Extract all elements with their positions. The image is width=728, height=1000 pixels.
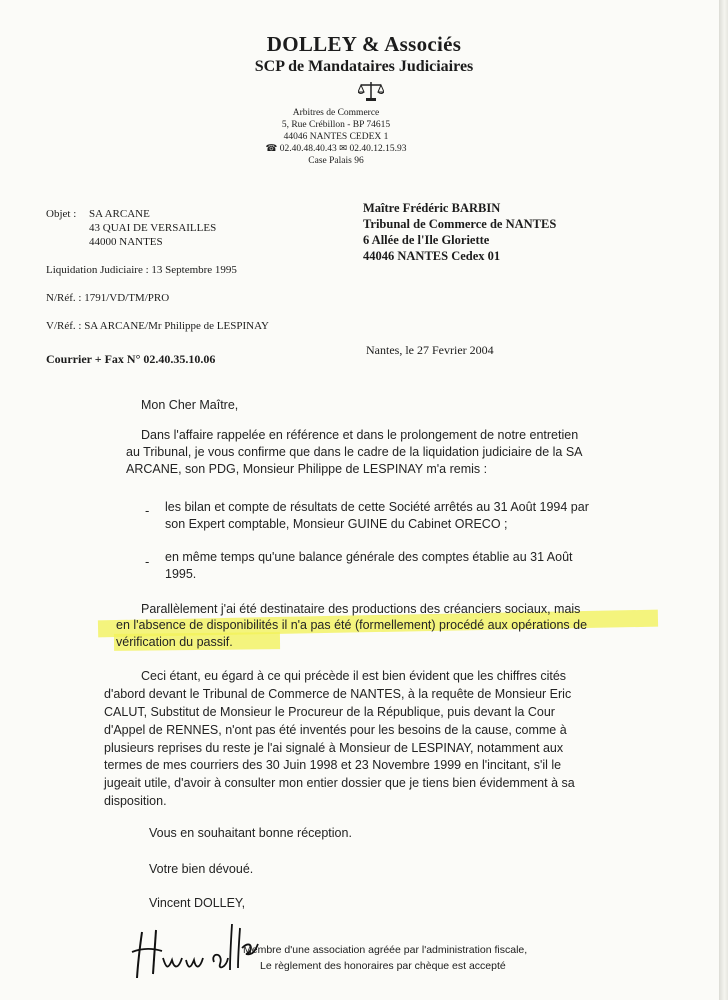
firm-case-palais: Case Palais 96 [308, 156, 364, 166]
objet-street: 43 QUAI DE VERSAILLES [89, 222, 217, 234]
firm-name: DOLLEY & Associés [266, 32, 462, 56]
bullet-2-line-2: 1995. [165, 567, 197, 581]
paragraph-1-line-3: ARCANE, son PDG, Monsieur Philippe de LESPINAY m'a remis : [126, 462, 488, 476]
scales-of-justice-icon [358, 80, 384, 102]
recipient-name: Maître Frédéric BARBIN [363, 201, 501, 215]
paragraph-1-line-2: au Tribunal, je vous confirme que dans le cadre de la liquidation judiciaire de la SA [126, 445, 583, 459]
page-edge [719, 0, 728, 1000]
footer-association-note: Membre d'une association agréée par l'administration fiscale, [243, 944, 528, 956]
paragraph-3-line-4: d'Appel de RENNES, n'ont pas été inventés pour les besoins de la cause, comme à [104, 723, 567, 737]
recipient-street: 6 Allée de l'Ile Gloriette [363, 233, 490, 247]
signatory-name: Vincent DOLLEY, [149, 896, 246, 910]
firm-subtitle: SCP de Mandataires Judiciaires [254, 58, 474, 75]
firm-city: 44046 NANTES CEDEX 1 [283, 132, 389, 142]
paragraph-3-line-3: CALUT, Substitut de Monsieur le Procureur de la République, puis devant la Cour [104, 705, 555, 719]
paragraph-2-line-1: Parallèlement j'ai été destinataire des productions des créanciers sociaux, mais [141, 602, 581, 616]
bullet-2-marker: - [145, 554, 150, 569]
bullet-1-marker: - [145, 503, 150, 518]
paragraph-3-line-2: d'abord devant le Tribunal de Commerce de NANTES, à la requête de Monsieur Eric [104, 687, 572, 701]
paragraph-3-line-1: Ceci étant, eu égard à ce qui précède il est bien évident que les chiffres cités [141, 669, 567, 683]
our-reference: N/Réf. : 1791/VD/TM/PRO [46, 292, 170, 304]
paragraph-1-line-1: Dans l'affaire rappelée en référence et dans le prolongement de notre entretien [141, 428, 579, 442]
bullet-2-line-1: en même temps qu'une balance générale des comptes établie au 31 Août [165, 550, 573, 564]
paragraph-2-line-3: vérification du passif. [116, 635, 233, 649]
objet-company: SA ARCANE [89, 208, 150, 220]
liquidation-date: Liquidation Judiciaire : 13 Septembre 1995 [46, 264, 237, 276]
bullet-1-line-1: les bilan et compte de résultats de cette Société arrêtés au 31 Août 1994 par [165, 500, 589, 514]
date-line: Nantes, le 27 Fevrier 2004 [366, 343, 494, 357]
closing-line-1: Vous en souhaitant bonne réception. [149, 826, 352, 840]
recipient-court: Tribunal de Commerce de NANTES [363, 217, 557, 231]
courrier-fax-number: Courrier + Fax N° 02.40.35.10.06 [46, 352, 216, 366]
salutation: Mon Cher Maître, [141, 398, 239, 412]
footer-payment-note: Le règlement des honoraires par chèque est accepté [260, 960, 506, 972]
firm-street: 5, Rue Crébillon - BP 74615 [281, 120, 391, 130]
objet-city: 44000 NANTES [89, 236, 163, 248]
paragraph-3-line-7: jugeait utile, d'avoir à consulter mon entier dossier que je tiens bien évidemment à sa [104, 776, 575, 790]
your-reference: V/Réf. : SA ARCANE/Mr Philippe de LESPINAY [46, 320, 269, 332]
paragraph-2-line-2: en l'absence de disponibilités il n'a pas été (formellement) procédé aux opérations de [116, 618, 588, 632]
bullet-1-line-2: son Expert comptable, Monsieur GUINE du Cabinet ORECO ; [165, 517, 508, 531]
closing-line-2: Votre bien dévoué. [149, 862, 254, 876]
paragraph-3-line-8: disposition. [104, 794, 167, 808]
firm-phone-fax: ☎ 02.40.48.40.43 ✉ 02.40.12.15.93 [265, 144, 407, 154]
recipient-city: 44046 NANTES Cedex 01 [363, 249, 501, 263]
paragraph-3-line-6: termes de mes courriers des 30 Juin 1998 et 23 Novembre 1999 en l'incitant, s'il le [104, 758, 562, 772]
paragraph-3-line-5: plusieurs reprises du reste je l'ai signalé à Monsieur de LESPINAY, notamment aux [104, 741, 564, 755]
firm-role: Arbitres de Commerce [292, 108, 380, 118]
objet-label: Objet : [46, 208, 77, 220]
